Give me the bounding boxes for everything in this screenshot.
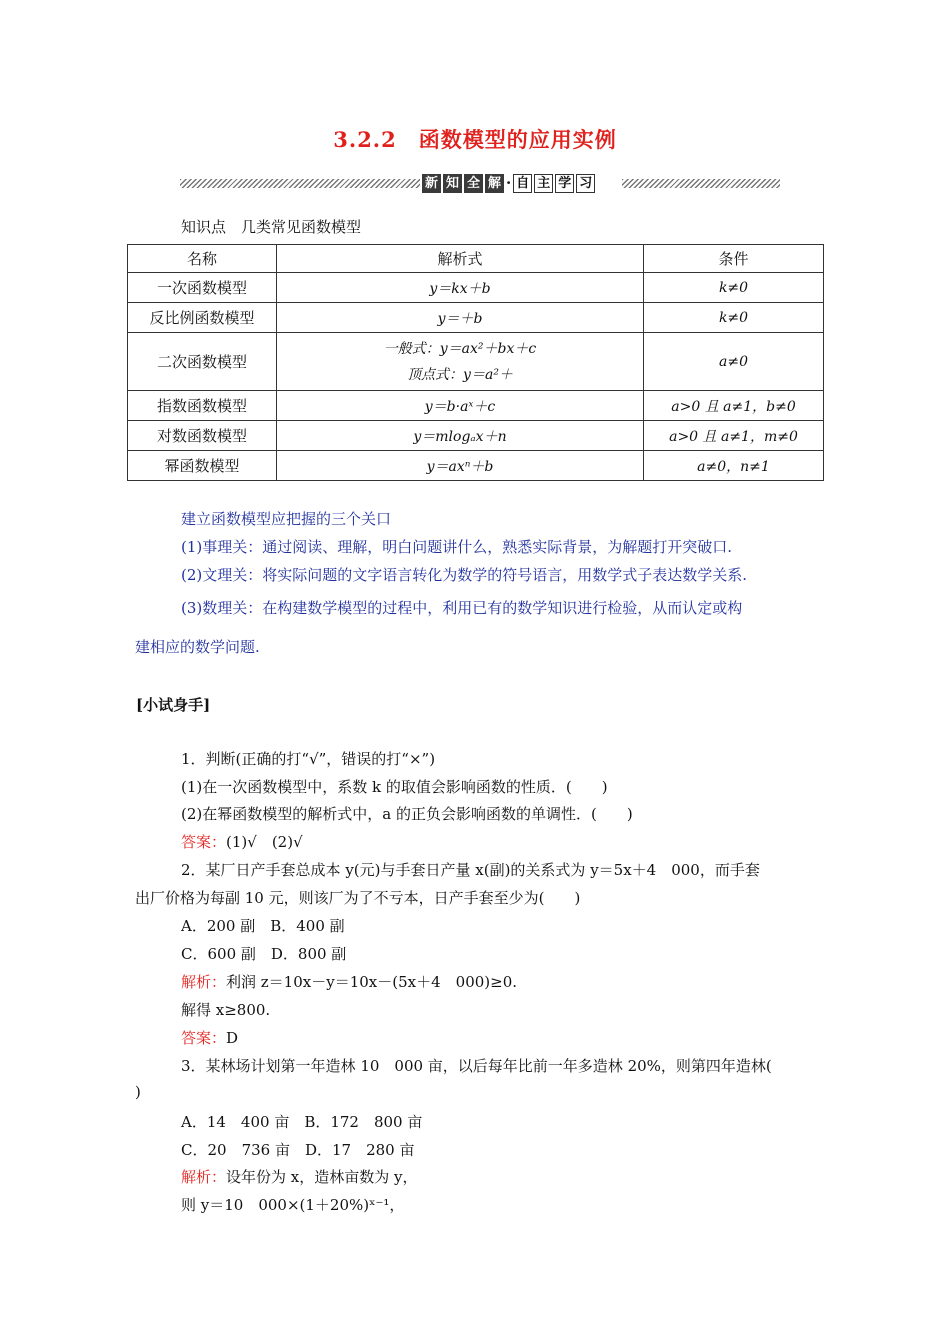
analysis-text: 利润 z＝10x－y＝10x－(5x＋4 000)≥0. [226, 973, 518, 991]
knowledge-point-heading: 知识点 几类常见函数模型 [181, 218, 362, 236]
model-condition: a≠0 [644, 333, 824, 391]
question-3-options: A．14 400 亩 B．172 800 亩 [181, 1113, 423, 1131]
answer-label: 答案： [181, 1029, 227, 1047]
question-3-options: C．20 736 亩 D．17 280 亩 [181, 1141, 415, 1159]
notes-item: (3)数理关：在构建数学模型的过程中，利用已有的数学知识进行检验，从而认定或构 [181, 599, 743, 617]
banner-tag: 解 [485, 174, 504, 193]
model-formula: y＝axⁿ＋b [277, 451, 644, 481]
notes-item: (1)事理关：通过阅读、理解，明白问题讲什么，熟悉实际背景，为解题打开突破口. [181, 538, 733, 556]
model-formula [277, 333, 644, 391]
model-name: 指数函数模型 [128, 391, 277, 421]
formula-line: 一般式：y＝ax²＋bx＋c [383, 340, 537, 357]
question-3-analysis-continued: 则 y＝10 000×(1＋20%)ˣ⁻¹， [181, 1196, 405, 1214]
section-banner [180, 172, 780, 194]
model-formula: y＝b·aˣ＋c [277, 391, 644, 421]
formula-line: 顶点式：y＝a²＋ [407, 366, 513, 383]
model-formula: y＝＋b [277, 303, 644, 333]
model-name: 二次函数模型 [128, 333, 277, 391]
section-title: [小试身手] [136, 696, 211, 714]
banner-hatch-left [180, 179, 420, 188]
question-3-analysis [181, 1166, 418, 1187]
table-row [128, 391, 824, 421]
question-3-stem-continued: ) [135, 1083, 141, 1101]
analysis-text: 设年份为 x，造林亩数为 y， [226, 1168, 418, 1186]
model-condition: a>0 且 a≠1，b≠0 [644, 391, 824, 421]
table-row [128, 421, 824, 451]
question-1-stem: 1．判断(正确的打“√”，错误的打“×”) [181, 750, 436, 768]
model-condition: k≠0 [644, 273, 824, 303]
answer-text: D [226, 1029, 239, 1047]
banner-separator: · [506, 174, 512, 192]
page-title: 3.2.2 函数模型的应用实例 [333, 127, 617, 152]
question-3-stem: 3．某林场计划第一年造林 10 000 亩，以后每年比前一年多造林 20%，则第四年造林( [181, 1057, 772, 1075]
answer-text: (1)√ (2)√ [226, 833, 303, 851]
analysis-label: 解析： [181, 973, 227, 991]
model-name: 幂函数模型 [128, 451, 277, 481]
model-formula: y＝mlogₐx＋n [277, 421, 644, 451]
header-cell: 条件 [644, 245, 824, 273]
question-1-answer [181, 831, 303, 852]
table-row [128, 333, 824, 391]
question-2-stem: 2．某厂日产手套总成本 y(元)与手套日产量 x(副)的关系式为 y＝5x＋4 000，而手套 [181, 861, 760, 879]
header-cell: 名称 [128, 245, 277, 273]
banner-tag: 主 [534, 174, 553, 193]
table-row [128, 451, 824, 481]
function-model-table [127, 244, 824, 481]
banner-tag: 自 [513, 174, 532, 193]
model-formula: y＝kx＋b [277, 273, 644, 303]
answer-label: 答案： [181, 833, 227, 851]
table-row [128, 303, 824, 333]
question-1-statement: (2)在幂函数模型的解析式中，a 的正负会影响函数的单调性．( ) [181, 805, 633, 823]
banner-tag: 学 [555, 174, 574, 193]
header-cell: 解析式 [277, 245, 644, 273]
question-1-statement: (1)在一次函数模型中，系数 k 的取值会影响函数的性质．( ) [181, 778, 608, 796]
question-2-options: A．200 副 B．400 副 [181, 917, 345, 935]
banner-tag: 新 [422, 174, 441, 193]
table-row [128, 273, 824, 303]
notes-heading: 建立函数模型应把握的三个关口 [181, 510, 392, 528]
question-2-stem-continued: 出厂价格为每副 10 元，则该厂为了不亏本，日产手套至少为( ) [135, 889, 581, 907]
notes-item: (2)文理关：将实际问题的文字语言转化为数学的符号语言，用数学式子表达数学关系. [181, 566, 748, 584]
notes-item-continued: 建相应的数学问题. [135, 638, 260, 656]
banner-tag: 习 [576, 174, 595, 193]
model-condition: k≠0 [644, 303, 824, 333]
banner-hatch-right [622, 179, 780, 188]
model-name: 对数函数模型 [128, 421, 277, 451]
table-header-row [128, 245, 824, 273]
model-condition: a≠0，n≠1 [644, 451, 824, 481]
banner-tag: 全 [464, 174, 483, 193]
question-2-analysis-continued: 解得 x≥800. [181, 1001, 271, 1019]
question-2-analysis [181, 971, 517, 992]
banner-tag: 知 [443, 174, 462, 193]
model-condition: a>0 且 a≠1，m≠0 [644, 421, 824, 451]
model-name: 一次函数模型 [128, 273, 277, 303]
question-2-answer [181, 1027, 238, 1048]
model-name: 反比例函数模型 [128, 303, 277, 333]
analysis-label: 解析： [181, 1168, 227, 1186]
question-2-options: C．600 副 D．800 副 [181, 945, 347, 963]
banner-tags [422, 172, 597, 194]
